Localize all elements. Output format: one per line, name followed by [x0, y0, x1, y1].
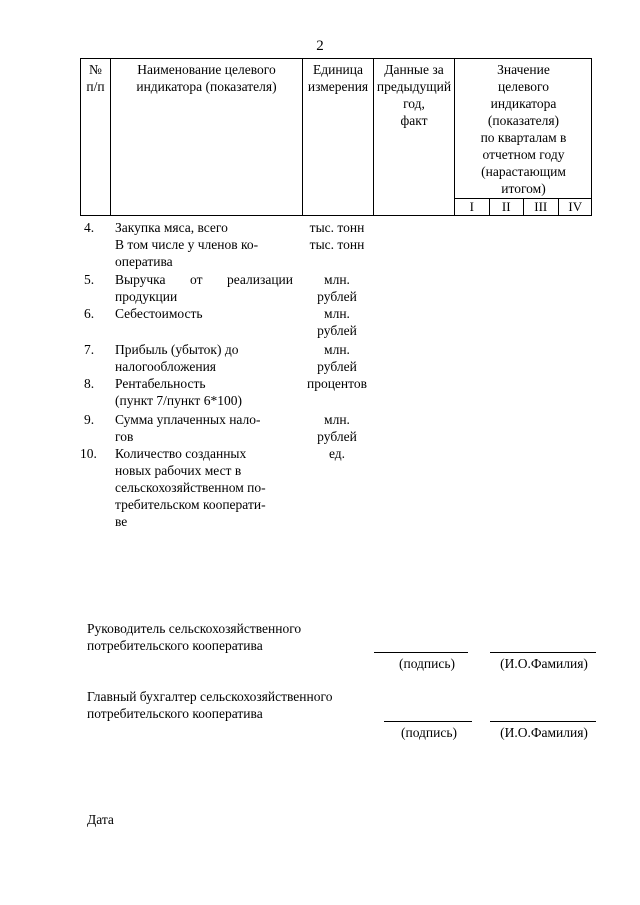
header-col-prev-label: Данные за предыдущий год, факт — [376, 62, 452, 128]
page-number: 2 — [316, 38, 324, 54]
row-name: Количество созданных новых рабочих мест в сельскохозяйственном по- требительском кооперати- ве — [115, 446, 266, 529]
indicator-table-header — [80, 58, 592, 216]
row-number: 8. — [84, 376, 95, 391]
accountant-title: Главный бухгалтер сельскохозяйственного потребительского кооператива — [87, 689, 333, 721]
header-col-unit-label: Единица измерения — [307, 62, 369, 94]
row-number: 5. — [84, 272, 95, 287]
header-col-name — [111, 59, 303, 215]
row-name: Сумма уплаченных нало- гов — [115, 412, 261, 444]
quarters-row — [455, 198, 592, 215]
row-number: 7. — [84, 342, 95, 357]
header-col-name-label: Наименование целевого индикатора (показателя) — [136, 62, 277, 94]
row-name: Прибыль (убыток) до налогообложения — [115, 342, 239, 374]
row-number: 9. — [84, 412, 95, 427]
row-number: 4. — [84, 220, 95, 235]
header-col-value-label: Значение целевого индикатора (показателя) по кварталам в отчетном году (нарастающим итогом) — [480, 62, 567, 196]
date-label: Дата — [87, 812, 114, 827]
accountant-signature-caption: (подпись) — [400, 725, 458, 740]
row-name: Закупка мяса, всего В том числе у членов ко- оператива — [115, 220, 259, 269]
quarter-3: III — [524, 199, 559, 215]
row-name: Себестоимость — [115, 306, 203, 321]
head-name-line — [490, 652, 596, 653]
row-number: 6. — [84, 306, 95, 321]
header-col-number-label: № п/п — [86, 62, 105, 94]
quarter-1: I — [455, 199, 490, 215]
header-col-prev — [374, 59, 455, 215]
row-unit: млн. рублей — [317, 306, 357, 338]
row-unit: процентов — [306, 376, 367, 391]
accountant-name-caption: (И.О.Фамилия) — [500, 725, 588, 740]
head-name-caption: (И.О.Фамилия) — [500, 656, 588, 671]
row-name: Рентабельность (пункт 7/пункт 6*100) — [115, 376, 242, 408]
header-col-unit — [303, 59, 374, 215]
row-unit: млн. рублей — [317, 342, 357, 374]
head-signature-caption: (подпись) — [398, 656, 456, 671]
accountant-signature-line — [384, 721, 472, 722]
row-number: 10. — [80, 446, 97, 461]
head-signature-line — [374, 652, 468, 653]
row-name: Выручка от реализации продукции — [115, 272, 293, 304]
header-col-number — [81, 59, 111, 215]
quarter-4: IV — [568, 199, 583, 214]
accountant-name-line — [490, 721, 596, 722]
head-title: Руководитель сельскохозяйственного потребительского кооператива — [87, 621, 302, 653]
row-unit: тыс. тонн тыс. тонн — [309, 220, 365, 252]
row-unit: ед. — [328, 446, 346, 461]
row-unit: млн. рублей — [317, 272, 357, 304]
header-col-value — [455, 59, 592, 215]
row-unit: млн. рублей — [317, 412, 357, 444]
quarter-2: II — [490, 199, 525, 215]
